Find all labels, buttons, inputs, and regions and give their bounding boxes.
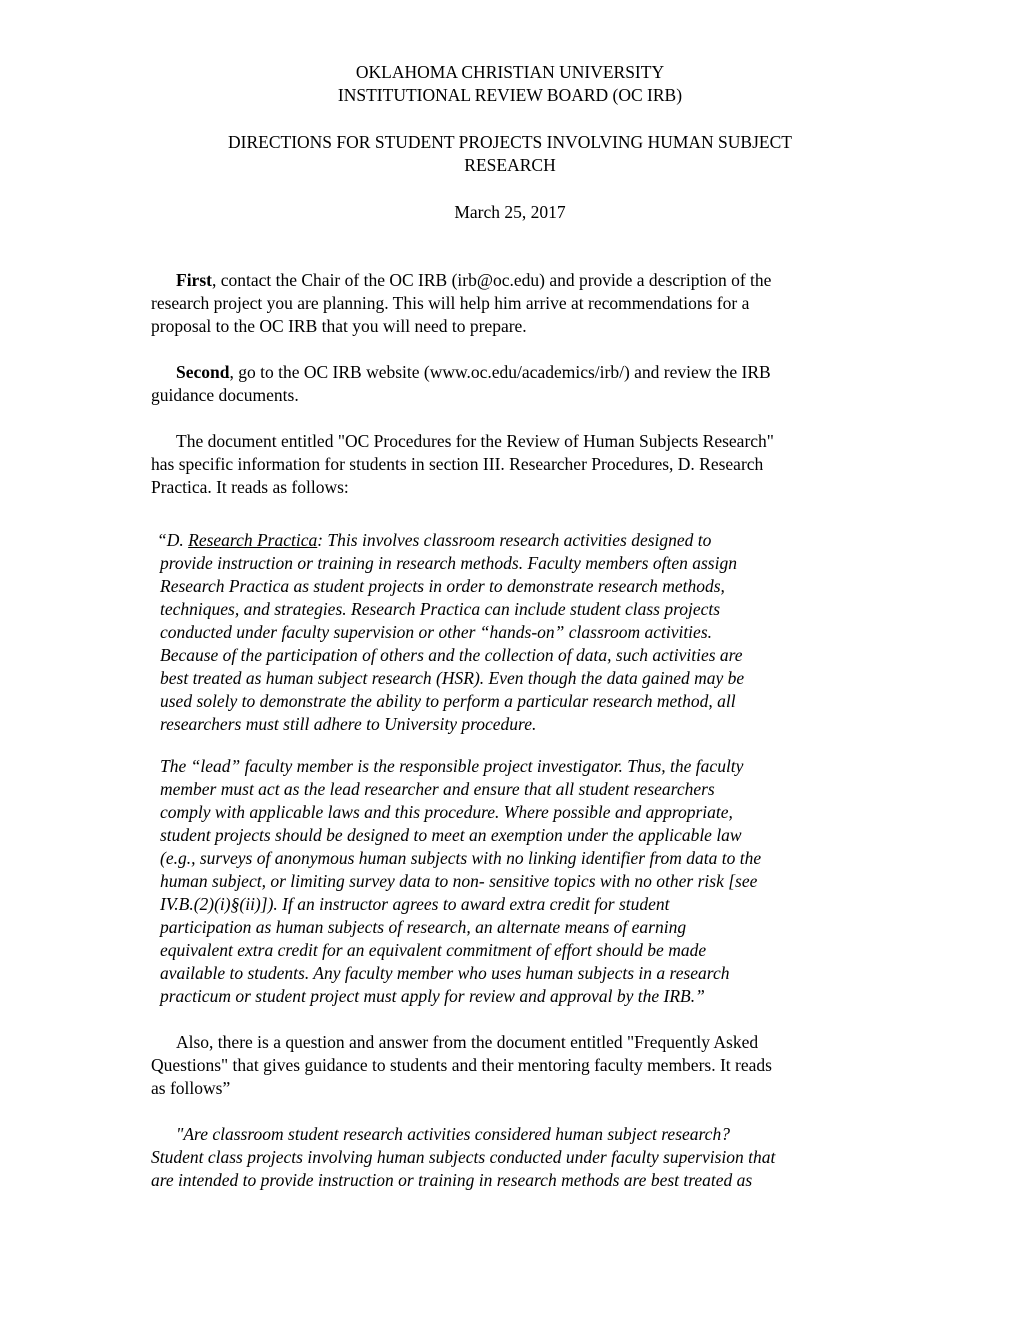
quote-line: techniques, and strategies. Research Practica can include student class projects: [160, 599, 721, 619]
para-line: as follows”: [151, 1078, 231, 1098]
quote-line: comply with applicable laws and this procedure. Where possible and appropriate,: [160, 802, 733, 822]
title-line: OKLAHOMA CHRISTIAN UNIVERSITY: [355, 62, 665, 82]
line-text: “D.: [157, 530, 189, 550]
document-date: [0, 201, 1020, 224]
para-line: The document entitled "OC Procedures for the Review of Human Subjects Research": [176, 431, 774, 451]
para-line: [151, 269, 771, 292]
para-line: Questions" that gives guidance to students and their mentoring faculty members. It reads: [151, 1055, 772, 1075]
university-title: [0, 61, 1020, 107]
bold-label: Second: [176, 362, 230, 382]
line-text: , go to the OC IRB website (www.oc.edu/academics/irb/) and review the IRB: [229, 362, 771, 382]
quote-line: practicum or student project must apply for review and approval by the IRB.”: [160, 986, 705, 1006]
document-subtitle: [0, 131, 1020, 177]
quote-line: "Are classroom student research activities considered human subject research?: [176, 1124, 730, 1144]
bold-label: First: [176, 270, 212, 290]
quote-line: The “lead” faculty member is the responsible project investigator. Thus, the faculty: [160, 756, 744, 776]
para-line: guidance documents.: [151, 385, 299, 405]
quote-line: IV.B.(2)(i)§(ii)]). If an instructor agrees to award extra credit for student: [160, 894, 670, 914]
quote-line: student projects should be designed to meet an exemption under the applicable law: [160, 825, 742, 845]
quote-research-practica: [157, 529, 744, 736]
quote-line: Because of the participation of others and the collection of data, such activities are: [160, 645, 743, 665]
para-line: has specific information for students in section III. Researcher Procedures, D. Research: [151, 454, 764, 474]
first-paragraph: [151, 269, 771, 338]
quote-line: member must act as the lead researcher and ensure that all student researchers: [160, 779, 715, 799]
line-text: , contact the Chair of the OC IRB (irb@oc.edu) and provide a description of the: [211, 270, 772, 290]
second-paragraph: [151, 361, 771, 407]
quote-line: researchers must still adhere to University procedure.: [160, 714, 537, 734]
quote-line: are intended to provide instruction or training in research methods are best treated as: [151, 1170, 753, 1190]
title-line: INSTITUTIONAL REVIEW BOARD (OC IRB): [337, 85, 683, 105]
subtitle-line: DIRECTIONS FOR STUDENT PROJECTS INVOLVING HUMAN SUBJECT: [228, 132, 792, 152]
para-line: proposal to the OC IRB that you will need to prepare.: [151, 316, 527, 336]
quote-line: equivalent extra credit for an equivalent commitment of effort should be made: [160, 940, 707, 960]
quote-line: Research Practica as student projects in order to demonstrate research methods,: [160, 576, 725, 596]
quote-line: [157, 529, 744, 552]
quote-lead-faculty: [160, 755, 761, 1008]
quote-line: participation as human subjects of research, an alternate means of earning: [160, 917, 687, 937]
date-text: March 25, 2017: [454, 202, 566, 222]
para-line: Practica. It reads as follows:: [151, 477, 349, 497]
quote-line: provide instruction or training in research methods. Faculty members often assign: [160, 553, 737, 573]
underlined-term: Research Practica: [188, 530, 318, 550]
quote-line: used solely to demonstrate the ability to perform a particular research method, all: [160, 691, 736, 711]
quote-line: best treated as human subject research (HSR). Even though the data gained may be: [160, 668, 745, 688]
para-line: Also, there is a question and answer from the document entitled "Frequently Asked: [176, 1032, 759, 1052]
quote-line: human subject, or limiting survey data to non- sensitive topics with no other risk [see: [160, 871, 758, 891]
quote-line: conducted under faculty supervision or other “hands-on” classroom activities.: [160, 622, 713, 642]
also-paragraph: [151, 1031, 772, 1100]
quote-line: available to students. Any faculty member who uses human subjects in a research: [160, 963, 730, 983]
faq-quote: [151, 1123, 775, 1192]
para-line: research project you are planning. This will help him arrive at recommendations for a: [151, 293, 750, 313]
line-text: : This involves classroom research activities designed to: [317, 530, 712, 550]
quote-line: Student class projects involving human subjects conducted under faculty supervision that: [151, 1147, 776, 1167]
quote-line: (e.g., surveys of anonymous human subjects with no linking identifier from data to the: [160, 848, 762, 868]
subtitle-line: RESEARCH: [464, 155, 556, 175]
document-paragraph: [151, 430, 774, 499]
para-line: [151, 361, 771, 384]
